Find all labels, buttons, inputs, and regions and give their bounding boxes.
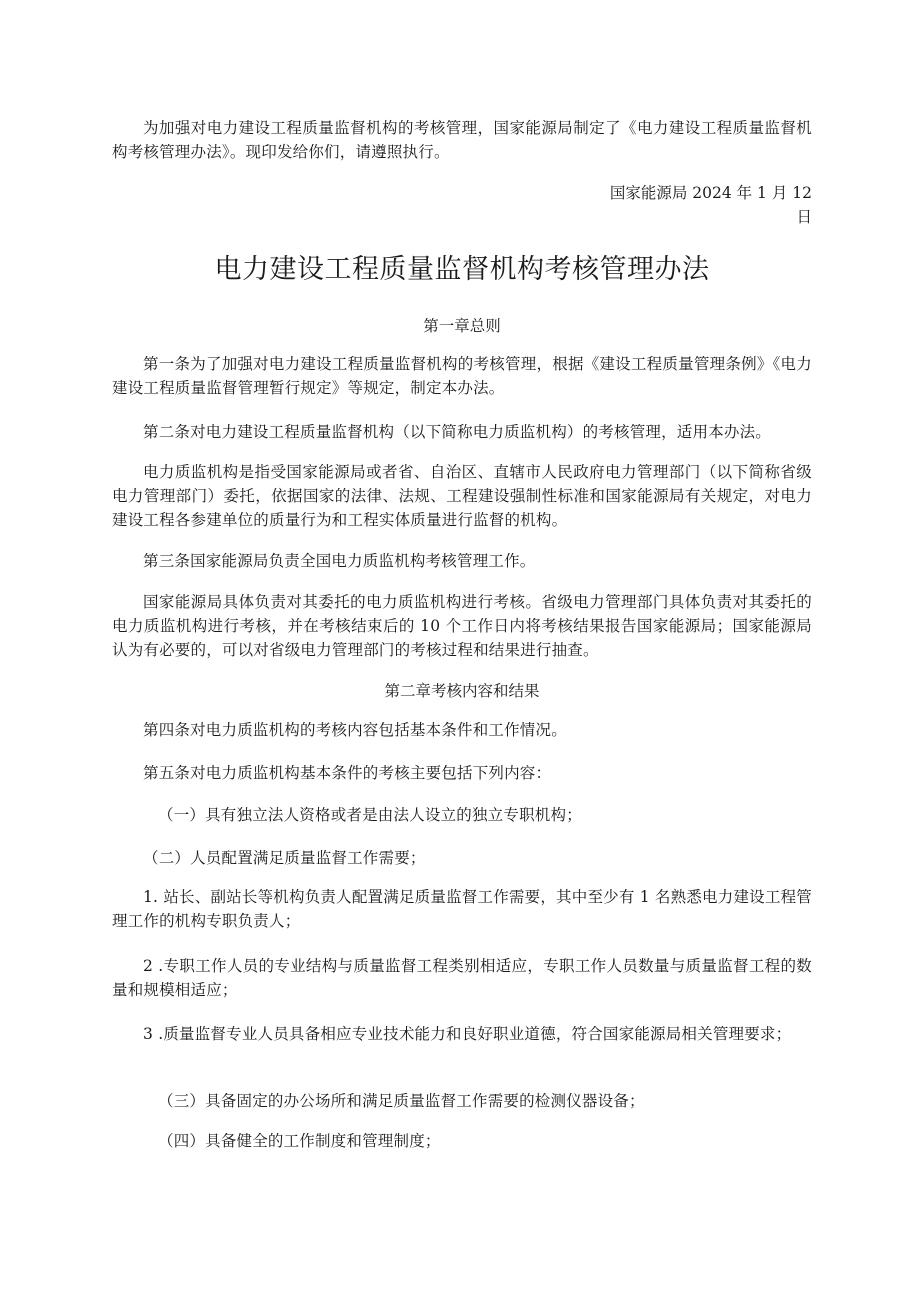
article-2-paragraph: 电力质监机构是指受国家能源局或者省、自治区、直辖市人民政府电力管理部门（以下简称省级电力管理部门）委托，依据国家的法律、法规、工程建设强制性标准和国家能源局有关规定，对电力建设工程各参建单位的质量行为和工程实体质量进行监督的机构。 xyxy=(112,463,812,529)
article-4: 第四条对电力质监机构的考核内容包括基本条件和工作情况。 xyxy=(143,721,567,739)
article-3: 第三条国家能源局负责全国电力质监机构考核管理工作。 xyxy=(143,552,536,570)
article-3-paragraph: 国家能源局具体负责对其委托的电力质监机构进行考核。省级电力管理部门具体负责对其委托的电力质监机构进行考核，并在考核结束后的 10 个工作日内将考核结果报告国家能源局；国家能源局认为有必要的，可以对省级电力管理部门的考核过程和结果进行抽查。 xyxy=(112,593,812,659)
sub-item-2: 2 .专职工作人员的专业结构与质量监督工程类别相适应，专职工作人员数量与质量监督工程的数量和规模相适应； xyxy=(112,957,812,999)
item-3: （三）具备固定的办公场所和满足质量监督工作需要的检测仪器设备； xyxy=(158,1092,645,1110)
article-1: 第一条为了加强对电力建设工程质量监督机构的考核管理，根据《建设工程质量管理条例》《电力建设工程质量监督管理暂行规定》等规定，制定本办法。 xyxy=(112,355,812,397)
sub-item-1: 1. 站长、副站长等机构负责人配置满足质量监督工作需要，其中至少有 1 名熟悉电力建设工程管理工作的机构专职负责人； xyxy=(112,888,812,930)
article-5: 第五条对电力质监机构基本条件的考核主要包括下列内容： xyxy=(143,764,552,782)
article-2: 第二条对电力建设工程质量监督机构（以下简称电力质监机构）的考核管理，适用本办法。 xyxy=(143,423,772,441)
document-title: 电力建设工程质量监督机构考核管理办法 xyxy=(214,254,710,285)
item-4: （四）具备健全的工作制度和管理制度； xyxy=(158,1132,441,1150)
chapter-2-heading: 第二章考核内容和结果 xyxy=(384,682,540,700)
item-2: （二）人员配置满足质量监督工作需要； xyxy=(143,849,426,867)
signature: 国家能源局 2024 年 1 月 12 日 xyxy=(609,184,812,226)
item-1: （一）具有独立法人资格或者是由法人设立的独立专职机构； xyxy=(158,806,582,824)
intro-paragraph: 为加强对电力建设工程质量监督机构的考核管理，国家能源局制定了《电力建设工程质量监督机构考核管理办法》。现印发给你们，请遵照执行。 xyxy=(112,119,812,161)
chapter-1-heading: 第一章总则 xyxy=(423,317,501,335)
sub-item-3: 3 .质量监督专业人员具备相应专业技术能力和良好职业道德，符合国家能源局相关管理要求； xyxy=(143,1025,792,1043)
